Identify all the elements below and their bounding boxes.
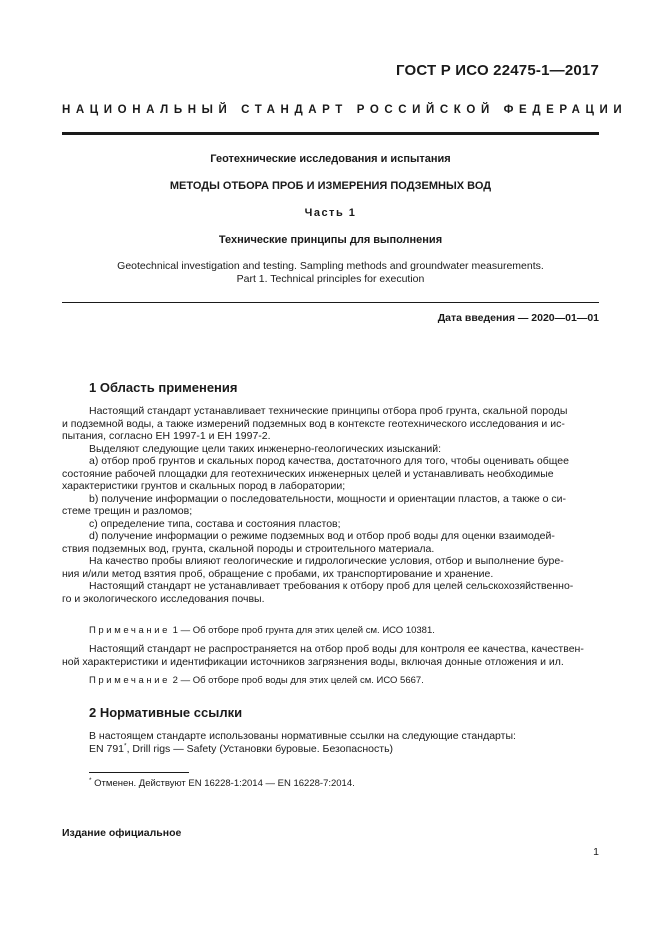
footnote-text: Отменен. Действуют EN 16228-1:2014 — EN 16228-7:2014. <box>94 778 355 789</box>
footnote-mark: * <box>89 776 92 784</box>
normative-reference <box>89 743 599 756</box>
english-title-line-1: Geotechnical investigation and testing. Sampling methods and groundwater measurements. <box>117 260 544 272</box>
section-1-body-2 <box>62 643 599 668</box>
english-title-line-2: Part 1. Technical principles for execution <box>236 273 425 285</box>
note-label: Примечание <box>89 625 170 636</box>
official-edition-label: Издание официальное <box>62 827 182 839</box>
note-text: 1 — Об отборе проб грунта для этих целей см. ИСО 10381. <box>172 625 435 636</box>
document-number: ГОСТ Р ИСО 22475-1—2017 <box>395 62 599 79</box>
header-divider <box>62 132 599 135</box>
list-item-d: ствия подземных вод, грунта, скальной породы и строительного материала. <box>62 542 435 555</box>
paragraph-line: ной характеристики и идентификации источников загрязнения воды, включая донные отложения и ил. <box>62 655 564 668</box>
paragraph-line: ния и/или метод взятия проб, обращение с пробами, их транспортирование и хранение. <box>62 567 494 580</box>
reference-code: EN 791 <box>89 742 125 755</box>
page-number: 1 <box>593 846 599 858</box>
paragraph-line: Выделяют следующие цели таких инженерно-геологических изысканий: <box>89 442 442 455</box>
reference-text: , Drill rigs — Safety (Установки буровые. Безопасность) <box>126 742 394 755</box>
title-divider <box>62 302 599 303</box>
footnote-mark: * <box>124 742 127 749</box>
paragraph-line: пытания, согласно ЕН 1997-1 и ЕН 1997-2. <box>62 430 271 442</box>
list-item-b: стеме трещин и разломов; <box>62 505 193 517</box>
list-item-a: состояние рабочей площадки для геотехнических инженерных целей и устанавливать необходимые <box>62 467 554 480</box>
english-title <box>62 260 599 286</box>
title-line-2: МЕТОДЫ ОТБОРА ПРОБ И ИЗМЕРЕНИЯ ПОДЗЕМНЫХ ВОД <box>169 180 492 192</box>
section-1-heading: 1 Область применения <box>89 380 238 395</box>
note-label: Примечание <box>89 675 170 686</box>
note-2 <box>89 675 599 688</box>
paragraph-line: Настоящий стандарт устанавливает технические принципы отбора проб грунта, скальной породы <box>89 405 568 417</box>
paragraph-line: и подземной воды, а также измерений подземных вод в контексте геотехнического исследования и ис- <box>62 417 565 430</box>
paragraph-line: Настоящий стандарт не устанавливает требования к отбору проб для целей сельскохозяйственно- <box>89 580 574 592</box>
note-1 <box>89 625 599 638</box>
title-part: Часть 1 <box>304 207 357 219</box>
paragraph-line: В настоящем стандарте использованы нормативные ссылки на следующие стандарты: <box>89 730 516 742</box>
paragraph-line: Настоящий стандарт не распространяется на отбор проб воды для контроля ее качества, качествен- <box>89 643 584 655</box>
list-item-a: а) отбор проб грунтов и скальных пород качества, достаточного для того, чтобы оценивать общее <box>89 455 569 467</box>
title-line-1: Геотехнические исследования и испытания <box>210 153 451 165</box>
section-1-body <box>62 405 599 605</box>
section-2-heading: 2 Нормативные ссылки <box>89 705 243 720</box>
footnote <box>89 778 355 789</box>
list-item-b: b) получение информации о последовательности, мощности и ориентации пластов, а также о си- <box>89 492 567 505</box>
list-item-d: d) получение информации о режиме подземных вод и отбор проб воды для оценки взаимодей- <box>89 530 555 542</box>
introduction-date: Дата введения — 2020—01—01 <box>437 312 599 324</box>
paragraph-line: На качество пробы влияют геологические и гидрологические условия, отбор и выполнение буре- <box>89 555 564 567</box>
footnote-divider <box>89 772 189 773</box>
list-item-a: характеристики грунтов и скальных пород в лаборатории; <box>62 480 346 492</box>
list-item-c: с) определение типа, состава и состояния пластов; <box>89 517 341 530</box>
section-2-body <box>89 730 599 755</box>
note-text: 2 — Об отборе проб воды для этих целей см. ИСО 5667. <box>172 675 424 686</box>
national-standard-banner: НАЦИОНАЛЬНЫЙ СТАНДАРТ РОССИЙСКОЙ ФЕДЕРАЦИИ <box>62 104 628 116</box>
title-subtitle: Технические принципы для выполнения <box>218 234 443 246</box>
paragraph-line: го и экологического исследования почвы. <box>62 592 265 605</box>
